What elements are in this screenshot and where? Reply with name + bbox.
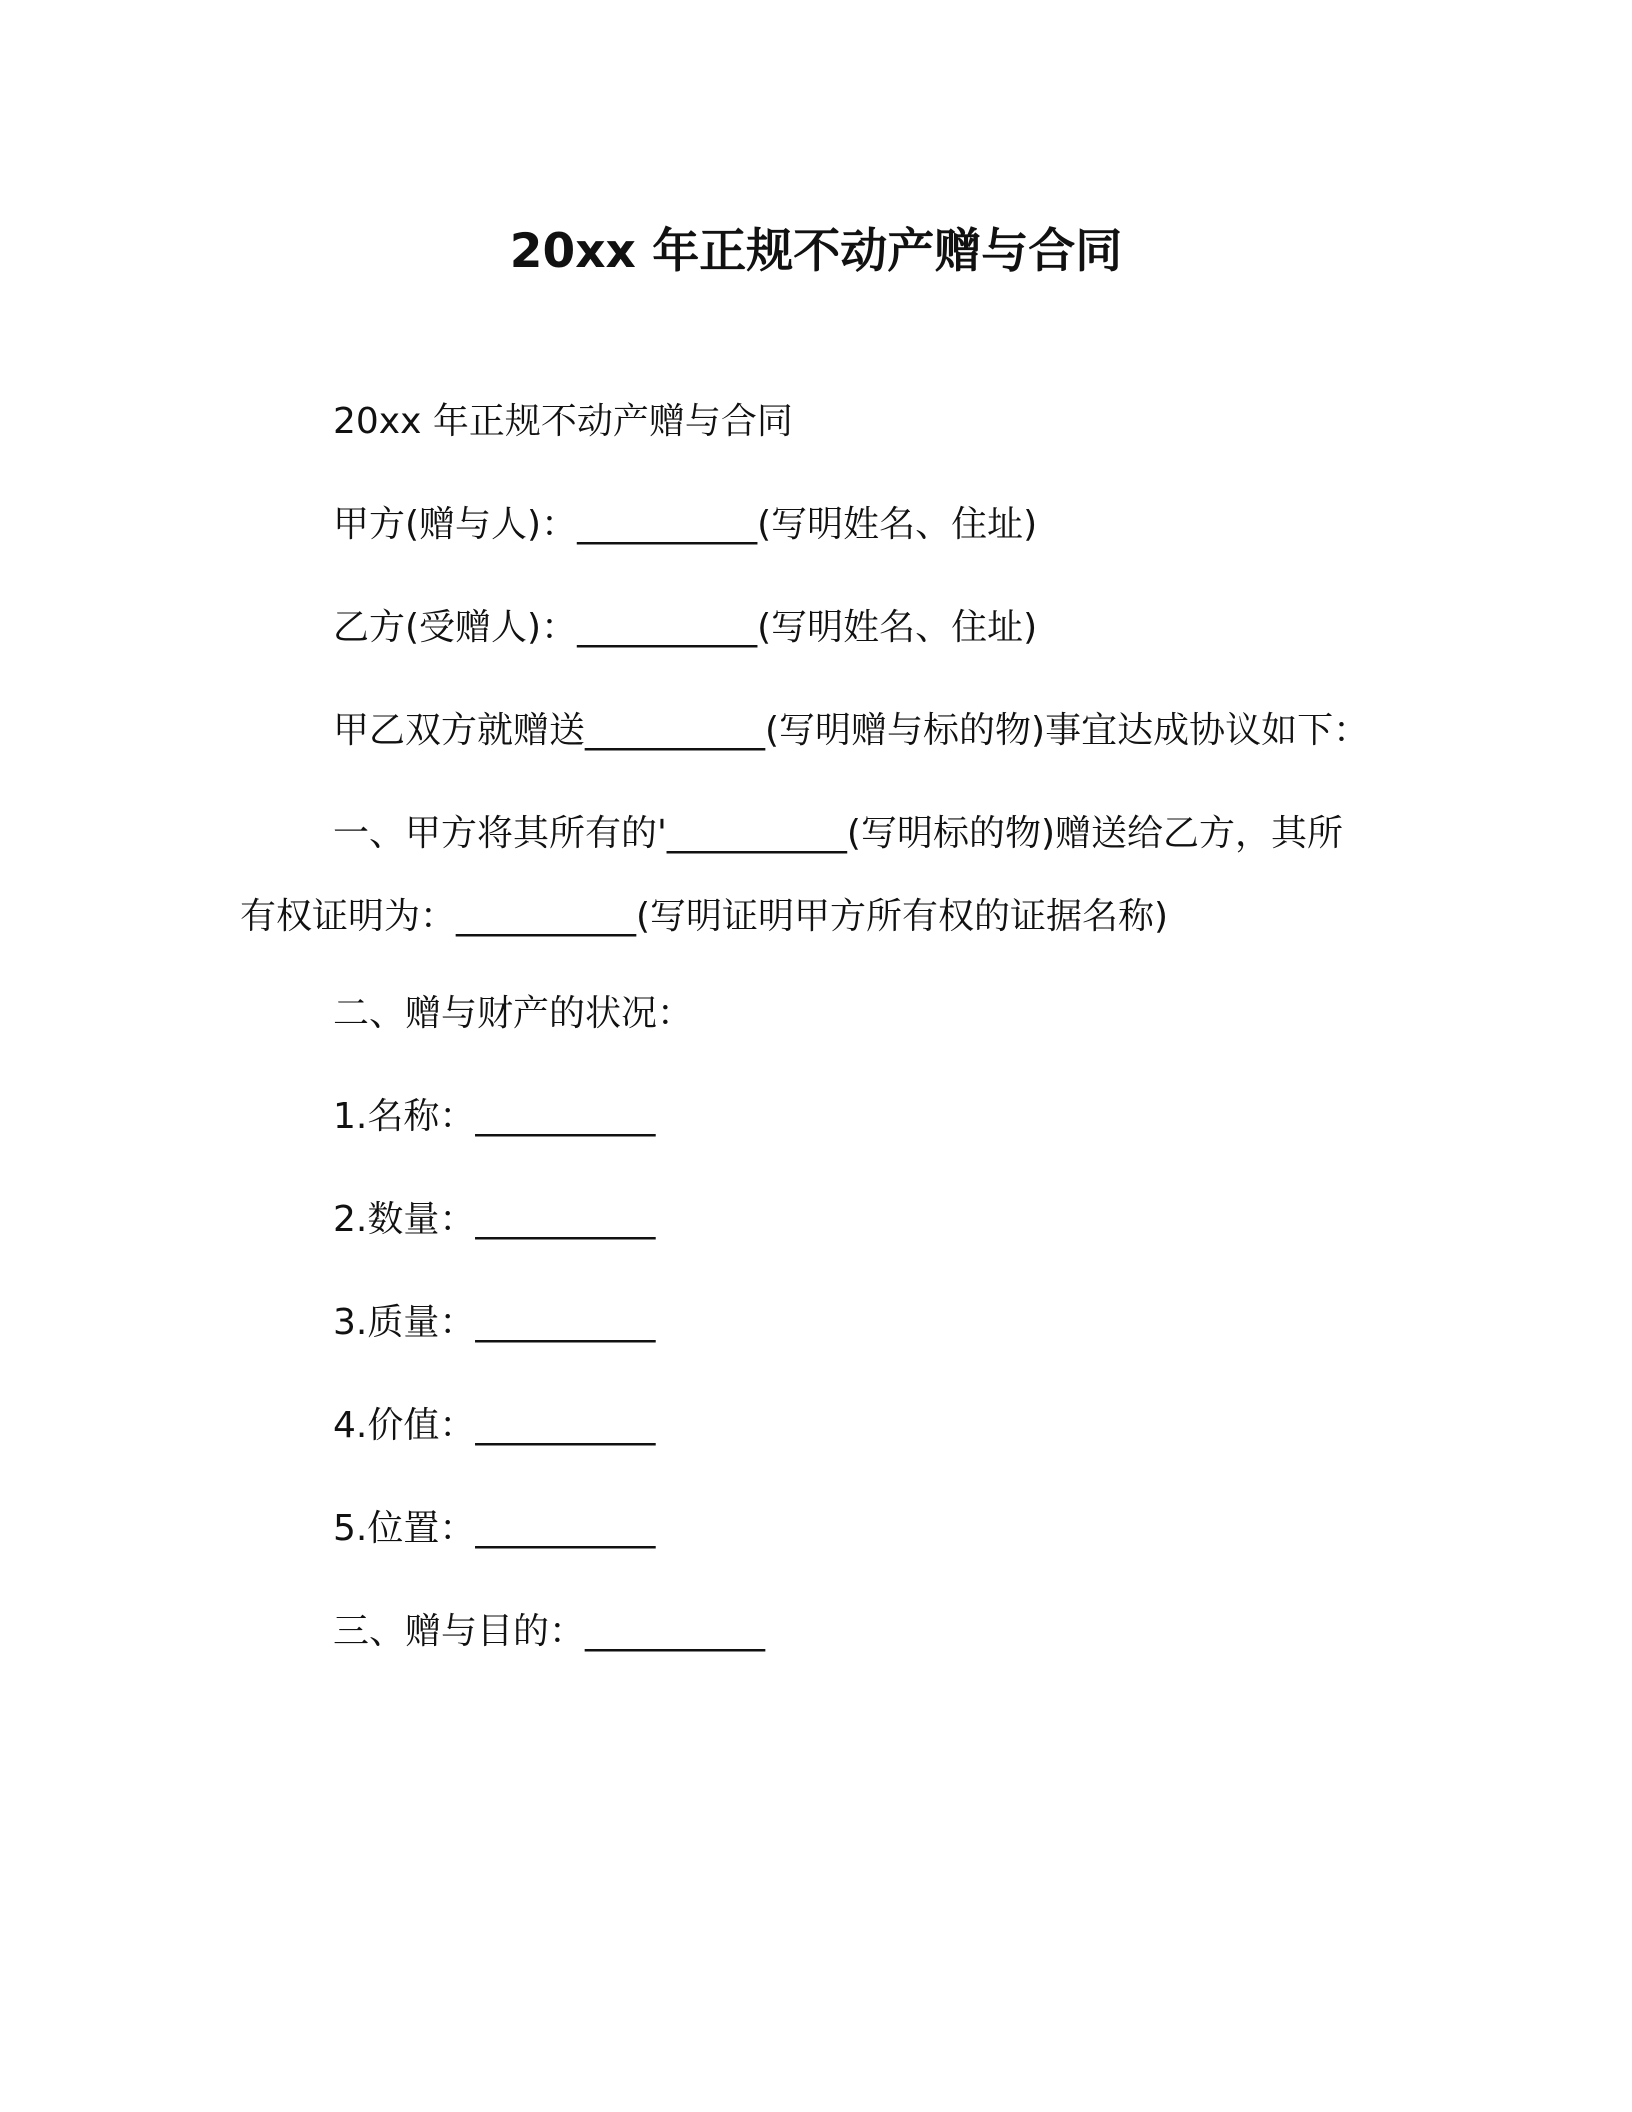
list-item-value: 4.价值：__________: [333, 1405, 656, 1446]
paragraph-clause-three: 三、赠与目的：__________: [333, 1611, 766, 1652]
paragraph-clause-one: 一、甲方将其所有的'__________(写明标的物)赠送给乙方，其所: [333, 813, 1343, 854]
list-item-location: 5.位置：__________: [333, 1508, 656, 1549]
paragraph-party-b: 乙方(受赠人)：__________(写明姓名、住址): [333, 607, 1038, 648]
paragraph-clause-two: 二、赠与财产的状况：: [333, 993, 694, 1034]
list-item-quality: 3.质量：__________: [333, 1302, 656, 1343]
list-item-name: 1.名称：__________: [333, 1096, 656, 1137]
paragraph-agreement-intro: 甲乙双方就赠送__________(写明赠与标的物)事宜达成协议如下：: [333, 710, 1370, 751]
paragraph-party-a: 甲方(赠与人)：__________(写明姓名、住址): [333, 504, 1038, 545]
paragraph-clause-one-continued: 有权证明为：__________(写明证明甲方所有权的证据名称): [240, 896, 1169, 937]
document-title: 20xx 年正规不动产赠与合同: [509, 224, 1123, 279]
paragraph-subtitle: 20xx 年正规不动产赠与合同: [333, 401, 793, 442]
list-item-quantity: 2.数量：__________: [333, 1199, 656, 1240]
